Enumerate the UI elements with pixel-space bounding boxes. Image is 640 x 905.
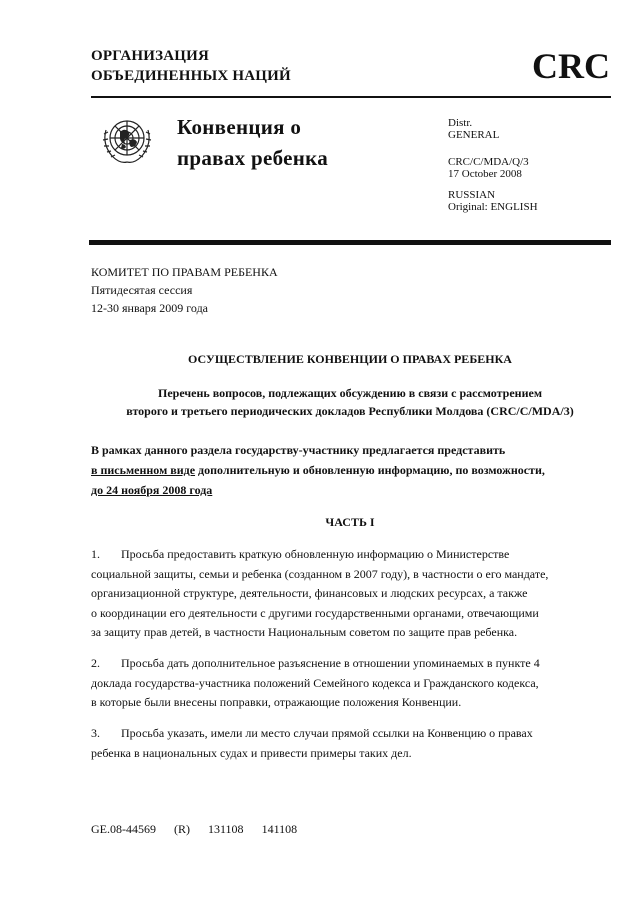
- paragraph-line: [91, 654, 601, 674]
- subtitle-line-1: Перечень вопросов, подлежащих обсуждению в связи с рассмотрением: [158, 386, 542, 400]
- paragraph-text: Просьба предоставить краткую обновленную информацию о Министерстве: [121, 547, 510, 561]
- paragraph-line: в которые были внесены поправки, отражающие положения Конвенции.: [91, 695, 462, 709]
- paragraph-2: [91, 654, 601, 713]
- paragraph-1: [91, 545, 601, 643]
- intro-line-2-rest: дополнительную и обновленную информацию, по возможности,: [195, 463, 545, 477]
- masthead-divider: [89, 240, 611, 245]
- doc-symbol: CRC/C/MDA/Q/3: [448, 156, 529, 168]
- convention-title-line-1: Конвенция о: [177, 115, 302, 139]
- part-heading: ЧАСТЬ I: [325, 515, 375, 529]
- organization-name: [91, 46, 291, 86]
- footer-job-number: GE.08-44569: [91, 822, 156, 836]
- convention-title-line-2: правах ребенка: [177, 146, 328, 170]
- distr-label: Distr.: [448, 117, 473, 129]
- paragraph-number: 3.: [91, 726, 100, 740]
- organization-line-2: ОБЪЕДИНЕННЫХ НАЦИЙ: [91, 68, 291, 84]
- doc-original-language: Original: ENGLISH: [448, 201, 538, 213]
- paragraph-number: 2.: [91, 656, 100, 670]
- header-divider: [91, 96, 611, 98]
- intro-underlined-deadline: до 24 ноября 2008 года: [91, 483, 213, 497]
- doc-language: RUSSIAN: [448, 189, 496, 201]
- un-emblem-icon: [96, 110, 158, 172]
- intro-underlined-written-form: в письменном виде: [91, 463, 196, 477]
- paragraph-line: за защиту прав детей, в частности Национальным советом по защите прав ребенка.: [91, 625, 518, 639]
- document-subtitle: [60, 384, 640, 420]
- footer-job-info: [91, 821, 315, 837]
- paragraph-line: [91, 724, 601, 744]
- document-meta: [448, 117, 538, 213]
- paragraph-number: 1.: [91, 547, 100, 561]
- paragraph-3: [91, 724, 601, 763]
- committee-name: КОМИТЕТ ПО ПРАВАМ РЕБЕНКА: [91, 265, 278, 279]
- intro-instruction: [91, 440, 601, 500]
- convention-title: [177, 112, 328, 174]
- committee-session: Пятидесятая сессия: [91, 283, 193, 297]
- paragraph-line: социальной защиты, семьи и ребенка (созданном в 2007 году), в частности о его мандате,: [91, 566, 549, 581]
- paragraph-line: доклада государства-участника положений Семейного кодекса и Гражданского кодекса,: [91, 675, 539, 690]
- paragraph-line: [91, 545, 601, 565]
- paragraph-text: Просьба указать, имели ли место случаи прямой ссылки на Конвенцию о правах: [121, 726, 533, 740]
- document-symbol-large: CRC: [532, 46, 610, 86]
- doc-date: 17 October 2008: [448, 168, 522, 180]
- intro-line-2: [91, 460, 601, 480]
- footer-date-2: 141108: [261, 822, 298, 836]
- distr-value: GENERAL: [448, 129, 500, 141]
- document-title: ОСУЩЕСТВЛЕНИЕ КОНВЕНЦИИ О ПРАВАХ РЕБЕНКА: [188, 352, 512, 366]
- paragraph-line: организационной структуре, деятельности, финансовых и людских ресурсах, а также: [91, 586, 528, 600]
- subtitle-line-2: второго и третьего периодических докладов Республики Молдова (CRC/C/MDA/3): [126, 404, 574, 418]
- footer-language-code: (R): [174, 822, 190, 836]
- paragraph-line: о координации его деятельности с другими государственными органами, отвечающими: [91, 605, 539, 620]
- footer-date-1: 131108: [208, 822, 244, 836]
- committee-block: [91, 263, 278, 317]
- intro-line-1: В рамках данного раздела государству-участнику предлагается представить: [91, 443, 506, 457]
- committee-dates: 12-30 января 2009 года: [91, 301, 208, 315]
- paragraph-line: ребенка в национальных судах и привести примеры таких дел.: [91, 745, 412, 760]
- intro-line-3: [91, 480, 601, 500]
- organization-line-1: ОРГАНИЗАЦИЯ: [91, 48, 210, 64]
- paragraph-text: Просьба дать дополнительное разъяснение в отношении упоминаемых в пункте 4: [121, 656, 540, 670]
